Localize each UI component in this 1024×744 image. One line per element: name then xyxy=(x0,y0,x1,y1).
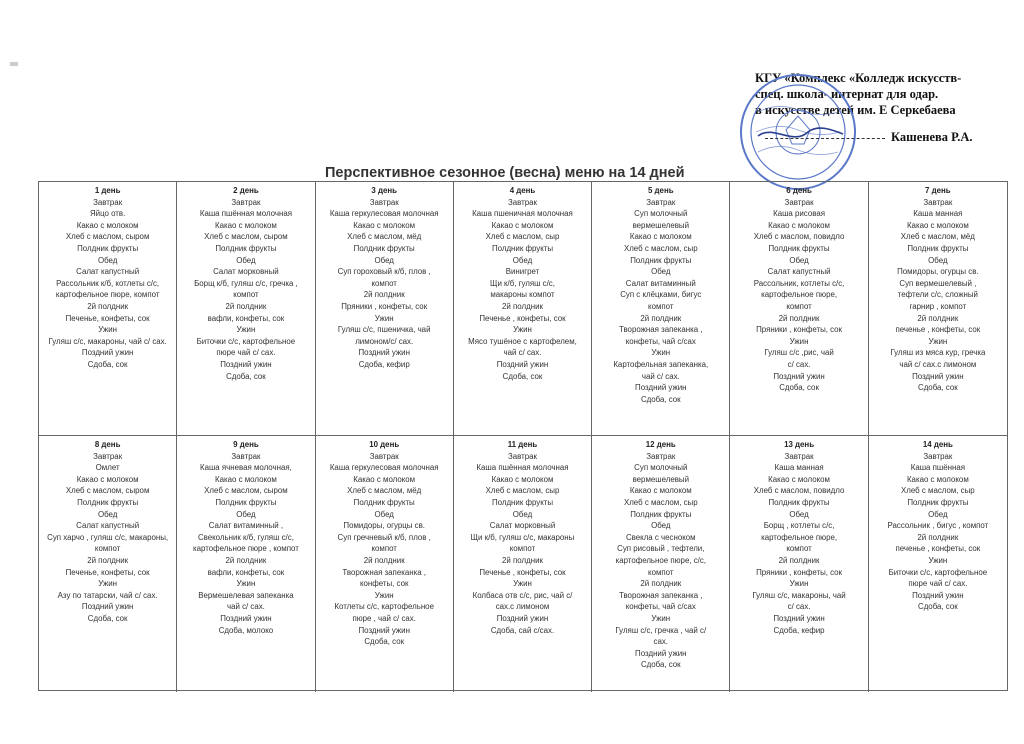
menu-line: Обед xyxy=(236,255,256,265)
menu-line: 2й полдник xyxy=(87,555,129,565)
menu-line: вермешелевый xyxy=(632,474,689,484)
menu-line: Завтрак xyxy=(784,451,814,461)
day-cell xyxy=(730,182,868,436)
menu-line: Обед xyxy=(97,255,118,265)
menu-line: Винигрет xyxy=(505,267,540,277)
menu-line: компот xyxy=(648,301,674,311)
menu-line: Печенье , конфеты, сок xyxy=(479,313,566,323)
menu-line: Сдоба, сок xyxy=(87,613,128,623)
menu-line: Завтрак xyxy=(93,451,123,461)
menu-line: тефтели с/с, сложный xyxy=(897,290,978,300)
menu-line: картофельное пюре, xyxy=(761,532,838,542)
menu-line: Котлеты с/с, картофельное xyxy=(334,602,434,612)
day-cell xyxy=(730,436,868,692)
menu-line: Каша пшённая молочная xyxy=(199,209,292,219)
menu-line: Сдоба, сок xyxy=(918,602,958,612)
menu-line: Какао с молоком xyxy=(76,474,139,484)
menu-line: Картофельная запеканка, xyxy=(613,359,709,369)
menu-line: Сдоба, сок xyxy=(640,394,681,404)
menu-line: с/ сах. xyxy=(787,602,811,612)
menu-line: Пряники , конфеты, сок xyxy=(341,301,428,311)
menu-line: Ужин xyxy=(651,613,671,623)
menu-line: Какао с молоком xyxy=(353,474,416,484)
menu-line: Завтрак xyxy=(369,451,399,461)
menu-line: Завтрак xyxy=(369,197,399,207)
menu-line: Хлеб с маслом, мёд xyxy=(347,486,422,496)
menu-line: 2й полдник xyxy=(87,301,129,311)
menu-line: 2й полдник xyxy=(363,555,405,565)
menu-line: Сдоба, сок xyxy=(779,383,819,393)
scan-mark xyxy=(10,62,18,66)
day-title: 12 день xyxy=(645,440,676,449)
menu-line: Щи к/б, гуляш с/с, макароны xyxy=(470,532,575,542)
menu-line: Обед xyxy=(651,521,671,531)
menu-line: Полдник фрукты xyxy=(491,497,554,507)
menu-line: Сдоба, кефир xyxy=(358,359,410,369)
menu-line: Творожная запеканка , xyxy=(342,567,426,577)
menu-line: Полдник фрукты xyxy=(215,243,277,253)
menu-line: Полдник фрукты xyxy=(768,243,830,253)
menu-line: компот xyxy=(509,544,536,554)
menu-line: Полдник фрукты xyxy=(907,497,969,507)
menu-line: конфеты, чай с/сах xyxy=(625,336,696,346)
menu-line: чай с/ сах. xyxy=(641,371,680,381)
menu-line: печенье , конфеты, сок xyxy=(895,544,981,554)
menu-line: Каша пшеничная молочная xyxy=(472,209,573,219)
menu-line: Сдоба, кефир xyxy=(773,625,825,635)
menu-line: Рассольник, котлеты с/с, xyxy=(753,278,845,288)
menu-line: Поздний ужин xyxy=(773,613,825,623)
menu-line: Сдоба, сай с/сах. xyxy=(490,625,555,635)
menu-line: Ужин xyxy=(928,555,948,565)
menu-line: Обед xyxy=(928,255,948,265)
menu-line: Какао с молоком xyxy=(768,220,830,230)
menu-line: Печенье, конфеты, сок xyxy=(65,567,150,577)
menu-line: Ужин xyxy=(236,325,256,335)
menu-line: Поздний ужин xyxy=(358,348,410,358)
menu-line: Какао с молоком xyxy=(768,474,830,484)
menu-line: гарнир , компот xyxy=(909,301,967,311)
menu-line: Обед xyxy=(651,267,671,277)
menu-line: Борщ , котлеты с/с, xyxy=(763,521,835,531)
menu-line: Поздний ужин xyxy=(912,590,964,600)
menu-line: 2й полдник xyxy=(502,301,543,311)
menu-line: Каша геркулесовая молочная xyxy=(329,463,439,473)
menu-line: Ужин xyxy=(928,336,948,346)
menu-table xyxy=(38,181,1008,691)
menu-line: Какао с молоком xyxy=(491,474,554,484)
menu-line: Полдник фрукты xyxy=(215,497,277,507)
menu-line: Пряники , конфеты, сок xyxy=(756,325,843,335)
menu-line: Помидоры, огурцы св. xyxy=(897,267,979,277)
menu-line: Вермешелевая запеканка xyxy=(198,590,294,600)
menu-line: Хлеб с маслом, мёд xyxy=(900,232,975,242)
signature-name: Кашенева Р.А. xyxy=(891,130,973,144)
menu-line: Сдоба, сок xyxy=(87,359,128,369)
menu-line: Хлеб с маслом, сыр xyxy=(623,497,698,507)
menu-line: Поздний ужин xyxy=(81,348,134,358)
menu-line: Какао с молоком xyxy=(906,474,969,484)
menu-line: Каша ячневая молочная, xyxy=(199,463,292,473)
menu-line: Полдник фрукты xyxy=(77,243,139,253)
menu-line: Завтрак xyxy=(646,197,676,207)
menu-line: Сдоба, сок xyxy=(918,383,958,393)
menu-line: Обед xyxy=(789,509,809,519)
menu-line: Завтрак xyxy=(507,451,537,461)
menu-line: Какао с молоком xyxy=(906,220,969,230)
day-title: 8 день xyxy=(94,440,121,449)
header-line: в искусстве детей им. Е Серкебаева xyxy=(755,103,956,117)
menu-line: вафли, конфеты, сок xyxy=(207,313,285,323)
menu-line: Каша геркулесовая молочная xyxy=(329,209,439,219)
menu-line: компот xyxy=(786,544,812,554)
menu-line: Гуляш из мяса кур, гречка xyxy=(890,348,986,358)
menu-line: пюре чай с/ сах. xyxy=(216,348,276,358)
menu-line: Азу по татарски, чай с/ сах. xyxy=(57,590,158,600)
menu-line: Мясо тушёное с картофелем, xyxy=(468,336,577,346)
menu-line: Помидоры, огурцы св. xyxy=(343,521,425,531)
day-cell xyxy=(869,182,1007,436)
menu-line: Ужин xyxy=(98,579,118,589)
day-cell xyxy=(316,436,454,692)
menu-line: Суп вермешелевый , xyxy=(899,278,977,288)
menu-line: чай с/ сах.с лимоном xyxy=(899,359,977,369)
menu-line: 2й полдник xyxy=(225,301,267,311)
menu-line: 2й полдник xyxy=(778,555,820,565)
menu-line: Каша пшённая молочная xyxy=(476,463,569,473)
day-title: 4 день xyxy=(509,186,536,195)
day-title: 3 день xyxy=(371,186,397,195)
menu-line: 2й полдник xyxy=(363,290,405,300)
menu-line: пюре , чай с/ сах. xyxy=(352,613,416,623)
menu-line: Суп молочный xyxy=(634,463,688,473)
menu-line: Хлеб с маслом, повидло xyxy=(753,232,845,242)
menu-line: Каша рисовая xyxy=(773,209,825,219)
menu-line: сах.с лимоном xyxy=(495,602,550,612)
menu-line: Обед xyxy=(789,255,809,265)
menu-line: Полдник фрукты xyxy=(630,509,692,519)
menu-line: Обед xyxy=(928,509,948,519)
day-cell xyxy=(454,182,592,436)
menu-line: Полдник фрукты xyxy=(768,497,830,507)
menu-line: Хлеб с маслом, сыром xyxy=(204,232,288,242)
menu-line: 2й полдник xyxy=(640,313,682,323)
menu-line: Салат витаминный xyxy=(625,278,696,288)
menu-line: Свекольник к/б, гуляш с/с, xyxy=(197,532,294,542)
menu-line: Завтрак xyxy=(93,197,123,207)
menu-line: компот xyxy=(648,567,674,577)
menu-line: компот xyxy=(371,544,397,554)
menu-line: Поздний ужин xyxy=(496,359,549,369)
menu-line: Суп рисовый , тефтели, xyxy=(617,544,705,554)
menu-line: Пряники , конфеты, сок xyxy=(756,567,843,577)
menu-line: 2й полдник xyxy=(778,313,820,323)
menu-line: Какао с молоком xyxy=(215,220,277,230)
menu-line: Каша пшённая xyxy=(910,463,965,473)
menu-line: Обед xyxy=(512,255,533,265)
day-cell xyxy=(177,182,315,436)
menu-line: Каша манная xyxy=(774,463,824,473)
page-title: Перспективное сезонное (весна) меню на 14 дней xyxy=(325,165,685,181)
menu-line: Хлеб с маслом, сыром xyxy=(204,486,288,496)
menu-line: Ужин xyxy=(513,325,532,335)
day-title: 2 день xyxy=(233,186,259,195)
day-cell xyxy=(316,182,454,436)
menu-line: Хлеб с маслом, сыр xyxy=(623,243,698,253)
day-cell xyxy=(592,436,730,692)
menu-line: Завтрак xyxy=(646,451,676,461)
menu-line: Ужин xyxy=(789,579,809,589)
menu-line: Обед xyxy=(97,509,118,519)
menu-line: Завтрак xyxy=(784,197,814,207)
menu-line: Суп харчо , гуляш с/с, макароны, xyxy=(47,532,169,542)
menu-line: Творожная запеканка , xyxy=(618,590,703,600)
menu-line: печенье , конфеты, сок xyxy=(895,325,981,335)
menu-line: Печенье, конфеты, сок xyxy=(65,313,150,323)
day-cell xyxy=(39,436,177,692)
menu-line: Рассольник к/б, котлеты с/с, xyxy=(56,278,160,288)
menu-line: Сдоба, сок xyxy=(364,637,405,647)
menu-line: Свекла с чесноком xyxy=(625,532,696,542)
day-cell xyxy=(869,436,1007,692)
menu-line: Щи к/б, гуляш с/с, xyxy=(490,278,555,288)
menu-line: Полдник фрукты xyxy=(907,243,969,253)
menu-line: Завтрак xyxy=(231,451,261,461)
menu-line: Суп с клёцками, бигус xyxy=(620,290,702,300)
menu-line: картофельное пюре , компот xyxy=(193,544,299,554)
menu-line: Ужин xyxy=(789,336,809,346)
menu-line: 2й полдник xyxy=(640,579,682,589)
menu-line: конфеты, сок xyxy=(359,579,409,589)
menu-line: Ужин xyxy=(651,348,671,358)
menu-line: компот xyxy=(94,544,121,554)
menu-line: Хлеб с маслом, сыром xyxy=(65,486,150,496)
menu-line: Салат капустный xyxy=(767,267,831,277)
menu-line: Рассольник , бигус , компот xyxy=(887,521,989,531)
menu-line: Биточки с/с, картофельное xyxy=(888,567,988,577)
menu-line: Ужин xyxy=(374,590,394,600)
menu-line: Обед xyxy=(236,509,256,519)
menu-line: Какао с молоком xyxy=(353,220,416,230)
menu-line: компот xyxy=(371,278,397,288)
signature-line xyxy=(765,130,1015,145)
menu-line: Хлеб с маслом, повидло xyxy=(753,486,845,496)
menu-line: с/ сах. xyxy=(787,359,811,369)
menu-line: вермешелевый xyxy=(632,220,689,230)
menu-line: Хлеб с маслом, сыром xyxy=(65,232,150,242)
menu-line: Салат морковный xyxy=(489,521,556,531)
menu-line: Гуляш с/с, макароны, чай с/ сах. xyxy=(48,336,167,346)
menu-line: Какао с молоком xyxy=(629,232,692,242)
menu-line: Какао с молоком xyxy=(491,220,554,230)
day-title: 1 день xyxy=(94,186,121,195)
menu-line: Каша манная xyxy=(913,209,963,219)
menu-line: Салат витаминный , xyxy=(208,521,284,531)
menu-line: компот xyxy=(233,290,259,300)
menu-line: Поздний ужин xyxy=(773,371,825,381)
menu-line: Гуляш с/с, гречка , чай с/ xyxy=(615,625,707,635)
menu-line: Салат капустный xyxy=(76,267,140,277)
menu-line: Творожная запеканка , xyxy=(618,325,703,335)
menu-line: Хлеб с маслом, мёд xyxy=(347,232,422,242)
menu-line: Поздний ужин xyxy=(496,613,549,623)
menu-line: картофельное пюре, с/с, xyxy=(615,555,706,565)
menu-line: Биточки с/с, картофельное xyxy=(196,336,296,346)
menu-line: чай с/ сах. xyxy=(226,602,265,612)
menu-line: Сдоба, сок xyxy=(226,371,266,381)
day-title: 14 день xyxy=(922,440,953,449)
menu-line: Сдоба, молоко xyxy=(218,625,274,635)
day-cell xyxy=(454,436,592,692)
menu-line: Ужин xyxy=(98,325,118,335)
menu-line: Поздний ужин xyxy=(220,613,272,623)
day-title: 11 день xyxy=(507,440,538,449)
menu-line: пюре чай с/ сах. xyxy=(908,579,968,589)
header-line: КГУ «Комплекс «Колледж искусств- xyxy=(755,71,962,85)
menu-line: 2й полдник xyxy=(502,555,543,565)
menu-line: Суп гречневый к/б, плов , xyxy=(337,532,431,542)
menu-line: Гуляш с/с, пшеничка, чай xyxy=(337,325,431,335)
menu-line: Поздний ужин xyxy=(912,371,964,381)
day-title: 10 день xyxy=(369,440,400,449)
menu-line: Салат морковный xyxy=(213,267,279,277)
menu-line: вафли, конфеты, сок xyxy=(207,567,285,577)
menu-line: 2й полдник xyxy=(225,555,267,565)
menu-line: Полдник фрукты xyxy=(491,243,554,253)
day-title: 6 день xyxy=(786,186,812,195)
menu-line: Гуляш с/с, макароны, чай xyxy=(752,590,846,600)
menu-line: конфеты, чай с/сах xyxy=(625,602,696,612)
menu-line: Полдник фрукты xyxy=(353,497,415,507)
menu-line: Обед xyxy=(374,509,394,519)
day-title: 9 день xyxy=(233,440,259,449)
menu-line: Суп гороховый к/б, плов , xyxy=(337,267,431,277)
day-cell xyxy=(39,182,177,436)
menu-line: Яйцо отв. xyxy=(89,209,126,219)
day-cell xyxy=(177,436,315,692)
menu-line: 2й полдник xyxy=(917,532,959,542)
menu-line: Поздний ужин xyxy=(220,359,272,369)
header-line: спец. школа- интернат для одар. xyxy=(755,87,939,101)
menu-line: Салат капустный xyxy=(76,521,140,531)
menu-line: Ужин xyxy=(374,313,394,323)
menu-line: Завтрак xyxy=(923,451,953,461)
menu-line: Поздний ужин xyxy=(81,602,134,612)
menu-line: Полдник фрукты xyxy=(353,243,415,253)
menu-line: лимоном/с/ сах. xyxy=(355,336,414,346)
day-cell xyxy=(592,182,730,436)
menu-line: Полдник фрукты xyxy=(77,497,139,507)
menu-line: Какао с молоком xyxy=(629,486,692,496)
menu-line: Какао с молоком xyxy=(76,220,139,230)
menu-line: Хлеб с маслом, сыр xyxy=(901,486,975,496)
menu-line: Завтрак xyxy=(923,197,953,207)
menu-line: Обед xyxy=(512,509,533,519)
menu-line: 2й полдник xyxy=(917,313,959,323)
menu-line: Хлеб с маслом, сыр xyxy=(485,232,560,242)
menu-line: Ужин xyxy=(236,579,256,589)
menu-line: Обед xyxy=(374,255,394,265)
menu-line: Ужин xyxy=(513,579,532,589)
menu-line: компот xyxy=(786,301,812,311)
menu-line: Гуляш с/с ,рис, чай xyxy=(764,348,834,358)
menu-line: картофельное пюре, xyxy=(761,290,838,300)
day-title: 7 день xyxy=(925,186,951,195)
menu-line: сах. xyxy=(653,637,669,647)
signature-dash xyxy=(765,138,885,139)
menu-line: Полдник фрукты xyxy=(630,255,692,265)
day-title: 13 день xyxy=(784,440,815,449)
menu-line: Печенье , конфеты, сок xyxy=(479,567,566,577)
menu-line: чай с/ сах. xyxy=(503,348,542,358)
menu-line: Поздний ужин xyxy=(635,648,687,658)
menu-line: Сдоба, сок xyxy=(502,371,543,381)
menu-line: Завтрак xyxy=(231,197,261,207)
menu-line: макароны компот xyxy=(490,290,555,300)
menu-line: Омлет xyxy=(95,463,120,473)
menu-line: Борщ к/б, гуляш с/с, гречка , xyxy=(194,278,298,288)
menu-line: Завтрак xyxy=(507,197,537,207)
menu-line: Колбаса отв с/с, рис, чай с/ xyxy=(472,590,573,600)
day-title: 5 день xyxy=(647,186,674,195)
menu-line: картофельное пюре, компот xyxy=(55,290,160,300)
menu-line: Поздний ужин xyxy=(358,625,410,635)
menu-line: Суп молочный xyxy=(634,209,688,219)
menu-line: Какао с молоком xyxy=(215,474,277,484)
menu-line: Сдоба, сок xyxy=(640,660,681,670)
menu-line: Хлеб с маслом, сыр xyxy=(485,486,560,496)
menu-line: Поздний ужин xyxy=(635,383,687,393)
